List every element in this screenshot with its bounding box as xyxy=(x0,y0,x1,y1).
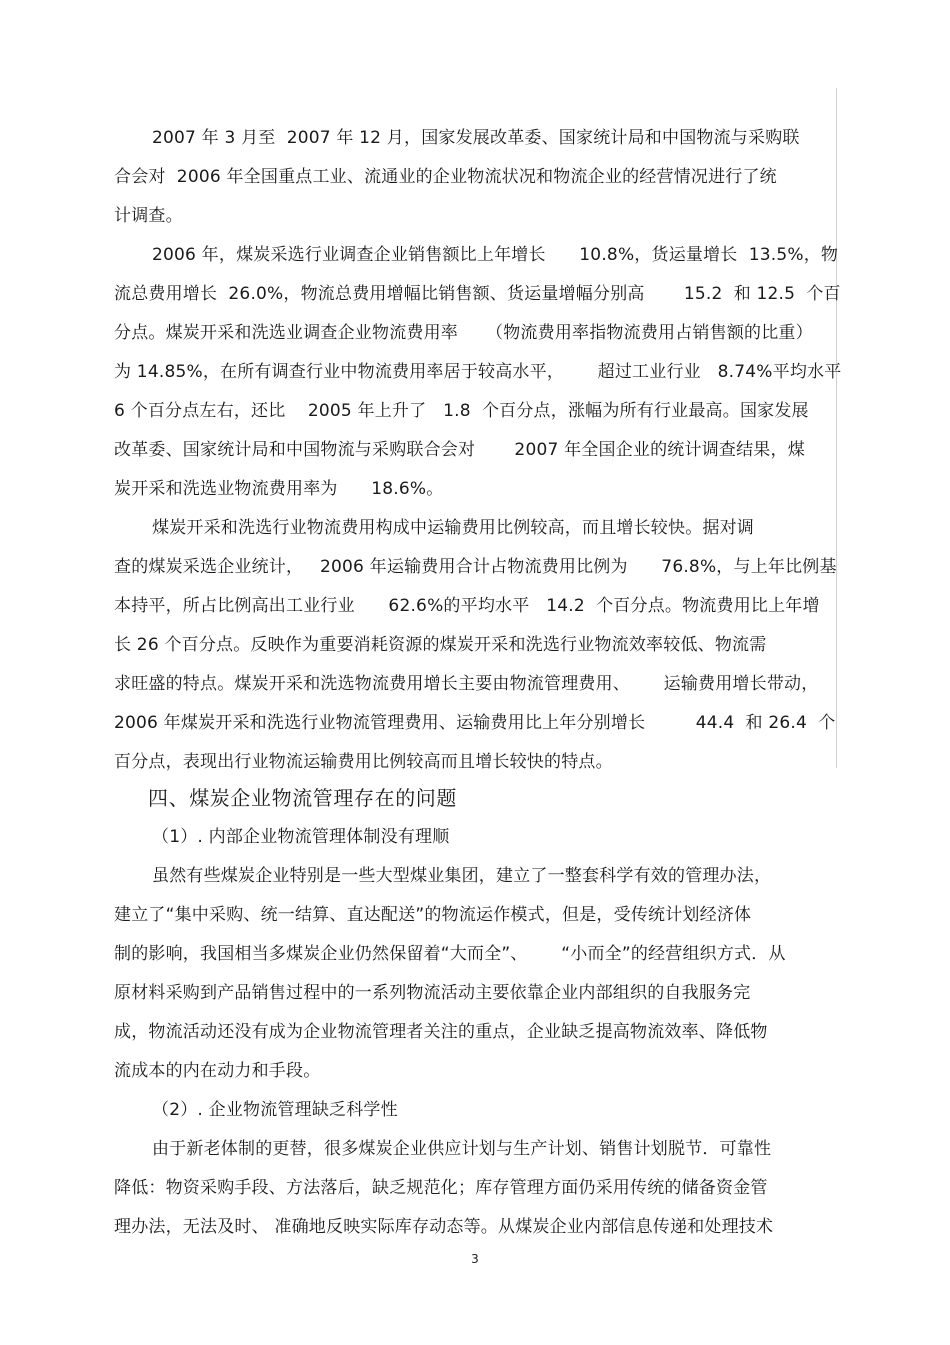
paragraph-3-line-4: 长 26 个百分点。反映作为重要消耗资源的煤炭开采和洗选行业物流效率较低、物流需 xyxy=(114,635,767,655)
page-number: 3 xyxy=(471,1252,479,1266)
subsection-1-line-6: 流成本的内在动力和手段。 xyxy=(114,1061,321,1081)
subsection-1-title: （1）. 内部企业物流管理体制没有理顺 xyxy=(152,827,450,847)
paragraph-3-line-1: 煤炭开采和洗选行业物流费用构成中运输费用比例较高，而且增长较快。据对调 xyxy=(152,518,754,538)
subsection-2-line-3: 理办法，无法及时、 准确地反映实际库存动态等。从煤炭企业内部信息传递和处理技术 xyxy=(114,1217,774,1237)
subsection-1-line-1: 虽然有些煤炭企业特别是一些大型煤业集团，建立了一整套科学有效的管理办法， xyxy=(152,866,772,886)
margin-rule xyxy=(836,88,837,768)
subsection-1-line-4: 原材料采购到产品销售过程中的一系列物流活动主要依靠企业内部组织的自我服务完 xyxy=(114,983,751,1003)
paragraph-3-line-3: 本持平，所占比例高出工业行业 62.6%的平均水平 14.2 个百分点。物流费用比上年增 xyxy=(114,596,820,616)
subsection-1-line-2: 建立了“集中采购、统一结算、直达配送”的物流运作模式，但是，受传统计划经济体 xyxy=(114,905,752,925)
paragraph-2-line-5: 6 个百分点左右，还比 2005 年上升了 1.8 个百分点，涨幅为所有行业最高。国家发展 xyxy=(114,401,809,421)
subsection-2-title: （2）. 企业物流管理缺乏科学性 xyxy=(152,1100,398,1120)
paragraph-2-line-3: 分点。煤炭开采和洗选业调查企业物流费用率 （物流费用率指物流费用占销售额的比重） xyxy=(114,323,813,343)
paragraph-1-line-1: 2007 年 3 月至 2007 年 12 月，国家发展改革委、国家统计局和中国物流与采购联 xyxy=(152,128,800,148)
paragraph-3-line-7: 百分点，表现出行业物流运输费用比例较高而且增长较快的特点。 xyxy=(114,752,613,772)
paragraph-2-line-6: 改革委、国家统计局和中国物流与采购联合会对 2007 年全国企业的统计调查结果，煤 xyxy=(114,440,805,460)
paragraph-2-line-1: 2006 年，煤炭采选行业调查企业销售额比上年增长 10.8%，货运量增长 13.5%，物 xyxy=(152,245,839,265)
paragraph-2-line-2: 流总费用增长 26.0%，物流总费用增幅比销售额、货运量增幅分别高 15.2 和 12.5 个百 xyxy=(114,284,841,304)
paragraph-3-line-2: 查的煤炭采选企业统计， 2006 年运输费用合计占物流费用比例为 76.8%，与上年比例基 xyxy=(114,557,837,577)
paragraph-2-line-4: 为 14.85%，在所有调查行业中物流费用率居于较高水平， 超过工业行业 8.74%平均水平 xyxy=(114,362,842,382)
paragraph-3-line-6: 2006 年煤炭开采和洗选行业物流管理费用、运输费用比上年分别增长 44.4 和 26.4 个 xyxy=(114,713,836,733)
paragraph-3-line-5: 求旺盛的特点。煤炭开采和洗选物流费用增长主要由物流管理费用、 运输费用增长带动， xyxy=(114,674,819,694)
paragraph-1-line-2: 合会对 2006 年全国重点工业、流通业的企业物流状况和物流企业的经营情况进行了统 xyxy=(114,167,777,187)
subsection-1-line-5: 成，物流活动还没有成为企业物流管理者关注的重点，企业缺乏提高物流效率、降低物 xyxy=(114,1022,768,1042)
paragraph-1-line-3: 计调查。 xyxy=(114,206,183,226)
subsection-2-line-1: 由于新老体制的更替，很多煤炭企业供应计划与生产计划、销售计划脱节．可靠性 xyxy=(152,1139,772,1159)
paragraph-2-line-7: 炭开采和洗选业物流费用率为 18.6%。 xyxy=(114,479,444,499)
section-heading: 四、煤炭企业物流管理存在的问题 xyxy=(148,786,457,810)
subsection-2-line-2: 降低：物资采购手段、方法落后，缺乏规范化；库存管理方面仍采用传统的储备资金管 xyxy=(114,1178,768,1198)
subsection-1-line-3: 制的影响，我国相当多煤炭企业仍然保留着“大而全”、 “小而全”的经营组织方式．从 xyxy=(114,944,786,964)
